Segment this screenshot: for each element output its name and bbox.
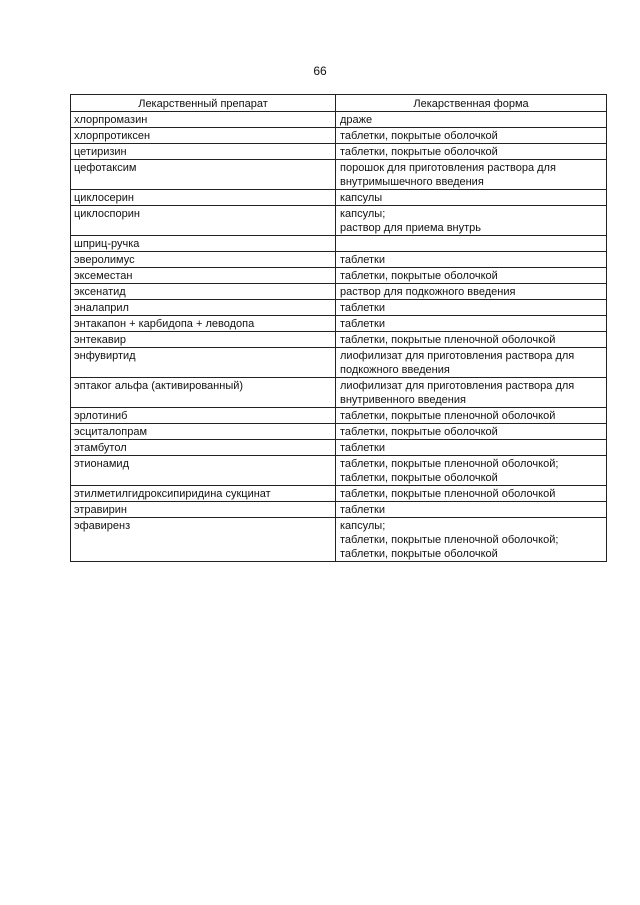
table-row: [71, 284, 607, 300]
drug-name-cell: энфувиртид: [71, 348, 336, 378]
dosage-form-cell: [336, 332, 607, 348]
dosage-form-line: таблетки: [340, 442, 386, 454]
table-row: [71, 440, 607, 456]
dosage-form-line: таблетки, покрытые пленочной оболочкой;: [340, 458, 559, 470]
dosage-form-line: капсулы: [340, 192, 383, 204]
table-row: [71, 300, 607, 316]
dosage-form-line: лиофилизат для приготовления раствора для подкожного введения: [340, 350, 575, 376]
drug-name-cell: этравирин: [71, 502, 336, 518]
dosage-form-cell: [336, 268, 607, 284]
dosage-form-cell: [336, 160, 607, 190]
dosage-form-line: капсулы;: [340, 520, 386, 532]
dosage-form-line: таблетки, покрытые оболочкой: [340, 130, 498, 142]
dosage-form-line: таблетки, покрытые пленочной оболочкой: [340, 334, 556, 346]
drug-name-cell: циклосерин: [71, 190, 336, 206]
dosage-form-cell: [336, 284, 607, 300]
drug-name-cell: этионамид: [71, 456, 336, 486]
drug-name-cell: этамбутол: [71, 440, 336, 456]
table-row: [71, 316, 607, 332]
dosage-form-cell: [336, 348, 607, 378]
dosage-form-line: раствор для приема внутрь: [340, 222, 482, 234]
dosage-form-line: таблетки, покрытые оболочкой: [340, 270, 498, 282]
drug-name-cell: эсциталопрам: [71, 424, 336, 440]
dosage-form-line: лиофилизат для приготовления раствора для внутривенного введения: [340, 380, 575, 406]
dosage-form-cell: [336, 316, 607, 332]
table-row: [71, 236, 607, 252]
dosage-form-cell: [336, 206, 607, 236]
table-row: [71, 502, 607, 518]
drug-name-cell: цетиризин: [71, 144, 336, 160]
table-row: [71, 348, 607, 378]
dosage-form-cell: [336, 378, 607, 408]
dosage-form-cell: [336, 486, 607, 502]
dosage-form-cell: [336, 408, 607, 424]
table-row: [71, 144, 607, 160]
dosage-form-cell: [336, 190, 607, 206]
dosage-form-line: таблетки, покрытые пленочной оболочкой: [340, 410, 556, 422]
header-drug: Лекарственный препарат: [71, 95, 336, 112]
dosage-form-line: таблетки, покрытые оболочкой: [340, 548, 498, 560]
table-row: [71, 252, 607, 268]
drug-name-cell: хлорпротиксен: [71, 128, 336, 144]
dosage-form-line: таблетки: [340, 504, 386, 516]
dosage-form-line: таблетки, покрытые пленочной оболочкой;: [340, 534, 559, 546]
table-row: [71, 456, 607, 486]
drug-name-cell: цефотаксим: [71, 160, 336, 190]
drug-name-cell: циклоспорин: [71, 206, 336, 236]
dosage-form-line: таблетки: [340, 318, 386, 330]
table-row: [71, 378, 607, 408]
drug-name-cell: эксеместан: [71, 268, 336, 284]
table-header-row: [71, 95, 607, 112]
drug-name-cell: этилметилгидроксипиридина сукцинат: [71, 486, 336, 502]
drug-name-cell: хлорпромазин: [71, 112, 336, 128]
drug-name-cell: шприц-ручка: [71, 236, 336, 252]
table-row: [71, 128, 607, 144]
dosage-form-line: драже: [340, 114, 373, 126]
dosage-form-cell: [336, 518, 607, 562]
dosage-form-cell: [336, 144, 607, 160]
table-row: [71, 268, 607, 284]
dosage-form-line: раствор для подкожного введения: [340, 286, 516, 298]
table-row: [71, 424, 607, 440]
drug-name-cell: эрлотиниб: [71, 408, 336, 424]
drug-name-cell: энтакапон + карбидопа + леводопа: [71, 316, 336, 332]
header-form: Лекарственная форма: [336, 95, 607, 112]
table-row: [71, 160, 607, 190]
drug-forms-table: [70, 94, 607, 562]
drug-name-cell: эксенатид: [71, 284, 336, 300]
table-row: [71, 408, 607, 424]
table-row: [71, 486, 607, 502]
dosage-form-line: капсулы;: [340, 208, 386, 220]
dosage-form-line: таблетки, покрытые оболочкой: [340, 426, 498, 438]
dosage-form-line: таблетки, покрытые оболочкой: [340, 472, 498, 484]
dosage-form-cell: [336, 440, 607, 456]
table-row: [71, 190, 607, 206]
table-row: [71, 206, 607, 236]
table-row: [71, 112, 607, 128]
dosage-form-cell: [336, 252, 607, 268]
dosage-form-line: порошок для приготовления раствора для внутримышечного введения: [340, 162, 556, 188]
dosage-form-line: таблетки, покрытые оболочкой: [340, 146, 498, 158]
dosage-form-line: таблетки: [340, 254, 386, 266]
dosage-form-line: таблетки, покрытые пленочной оболочкой: [340, 488, 556, 500]
table-row: [71, 332, 607, 348]
dosage-form-cell: [336, 502, 607, 518]
dosage-form-cell: [336, 456, 607, 486]
dosage-form-cell: [336, 112, 607, 128]
table-row: [71, 518, 607, 562]
drug-name-cell: эфавиренз: [71, 518, 336, 562]
dosage-form-cell: [336, 128, 607, 144]
page-number: 66: [313, 64, 327, 78]
drug-name-cell: эптаког альфа (активированный): [71, 378, 336, 408]
dosage-form-cell: [336, 236, 607, 252]
dosage-form-cell: [336, 300, 607, 316]
dosage-form-cell: [336, 424, 607, 440]
drug-name-cell: эверолимус: [71, 252, 336, 268]
dosage-form-line: таблетки: [340, 302, 386, 314]
drug-name-cell: энтекавир: [71, 332, 336, 348]
drug-name-cell: эналаприл: [71, 300, 336, 316]
table-body: [71, 112, 607, 562]
